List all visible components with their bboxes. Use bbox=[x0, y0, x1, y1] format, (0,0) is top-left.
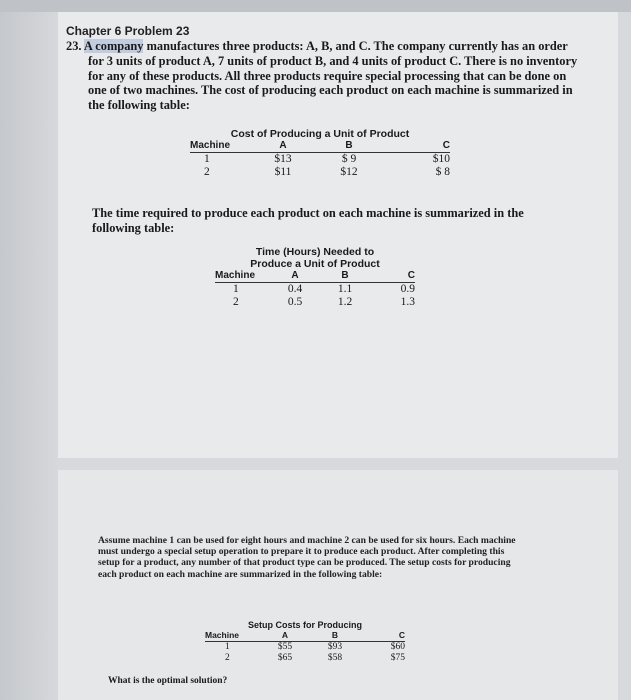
cost-cell: $13 bbox=[274, 153, 292, 165]
setup-table-caption: Setup Costs for Producing bbox=[247, 620, 362, 630]
cost-cell: 1 bbox=[204, 153, 210, 165]
setup-header-c: C bbox=[360, 630, 405, 642]
table-row bbox=[205, 653, 405, 664]
time-header-a: A bbox=[270, 270, 320, 283]
question-text: What is the optimal solution? bbox=[108, 676, 228, 686]
setup-cell: $93 bbox=[327, 642, 343, 652]
cost-header-a: A bbox=[250, 140, 316, 153]
time-cell: 0.5 bbox=[287, 295, 303, 308]
cost-cell: $ 8 bbox=[435, 166, 450, 178]
setup-cell: $58 bbox=[327, 653, 343, 663]
setup-panel bbox=[58, 470, 618, 700]
time-cell: 1.3 bbox=[400, 295, 415, 308]
time-table bbox=[215, 246, 415, 308]
time-cell: 0.4 bbox=[287, 283, 303, 295]
cost-table bbox=[190, 128, 450, 179]
setup-cell: $55 bbox=[277, 642, 293, 652]
cost-header-b: B bbox=[316, 140, 382, 153]
cost-header-c: C bbox=[382, 140, 450, 153]
table-row bbox=[215, 283, 415, 296]
setup-cell: $65 bbox=[277, 653, 293, 663]
problem-text: manufactures three products: A, B, and C. The company currently has an order for 3 units of product A, 7 units of product B, and 4 units of product C. There is no inventory for any of these products. All three products require special processing that can be done on one of two machines. The cost of producing each product on each machine is summarized in the following table: bbox=[88, 39, 578, 113]
cost-header-machine: Machine bbox=[190, 140, 250, 153]
time-header-c: C bbox=[370, 270, 415, 283]
table-row bbox=[215, 296, 415, 309]
table-row bbox=[190, 166, 450, 179]
cost-cell: $ 9 bbox=[341, 153, 357, 165]
setup-cell: $75 bbox=[390, 653, 405, 663]
table-row bbox=[205, 642, 405, 654]
setup-cell: 2 bbox=[225, 653, 230, 663]
time-cell: 1.1 bbox=[337, 283, 353, 295]
table-row bbox=[190, 153, 450, 167]
time-table-caption-2: Produce a Unit of Product bbox=[250, 258, 380, 270]
setup-table bbox=[205, 620, 405, 664]
page-background-left bbox=[0, 0, 58, 700]
time-cell: 0.9 bbox=[400, 283, 415, 295]
time-cell: 1 bbox=[233, 283, 239, 295]
chapter-title: Chapter 6 Problem 23 bbox=[66, 24, 190, 38]
time-header-b: B bbox=[320, 270, 370, 283]
problem-statement bbox=[66, 39, 586, 113]
cost-cell: $10 bbox=[432, 153, 450, 165]
cost-cell: $11 bbox=[274, 166, 292, 178]
setup-cell: $60 bbox=[390, 642, 405, 652]
setup-header-a: A bbox=[260, 630, 310, 642]
problem-number: 23. bbox=[66, 39, 82, 53]
cost-table-caption: Cost of Producing a Unit of Product bbox=[230, 128, 410, 140]
highlighted-text: A company bbox=[83, 39, 144, 53]
time-cell: 1.2 bbox=[337, 295, 353, 308]
time-intro-text: The time required to produce each product on each machine is summarized in the following table: bbox=[92, 206, 524, 235]
setup-header-b: B bbox=[310, 630, 360, 642]
setup-header-machine: Machine bbox=[205, 630, 260, 642]
top-strip bbox=[0, 0, 631, 12]
cost-cell: $12 bbox=[340, 166, 358, 178]
time-header-machine: Machine bbox=[215, 270, 270, 283]
setup-cell: 1 bbox=[225, 642, 230, 652]
cost-cell: 2 bbox=[204, 166, 210, 178]
time-table-caption-1: Time (Hours) Needed to bbox=[255, 246, 375, 258]
setup-description: Assume machine 1 can be used for eight hours and machine 2 can be used for six hours. Each machine must undergo a special setup operation to prepare it to produce each product. After completing this setup for a product, any number of that product type can be produced. The setup costs for producing each product on each machine are summarized in the following table: bbox=[98, 535, 516, 580]
time-cell: 2 bbox=[233, 295, 239, 308]
